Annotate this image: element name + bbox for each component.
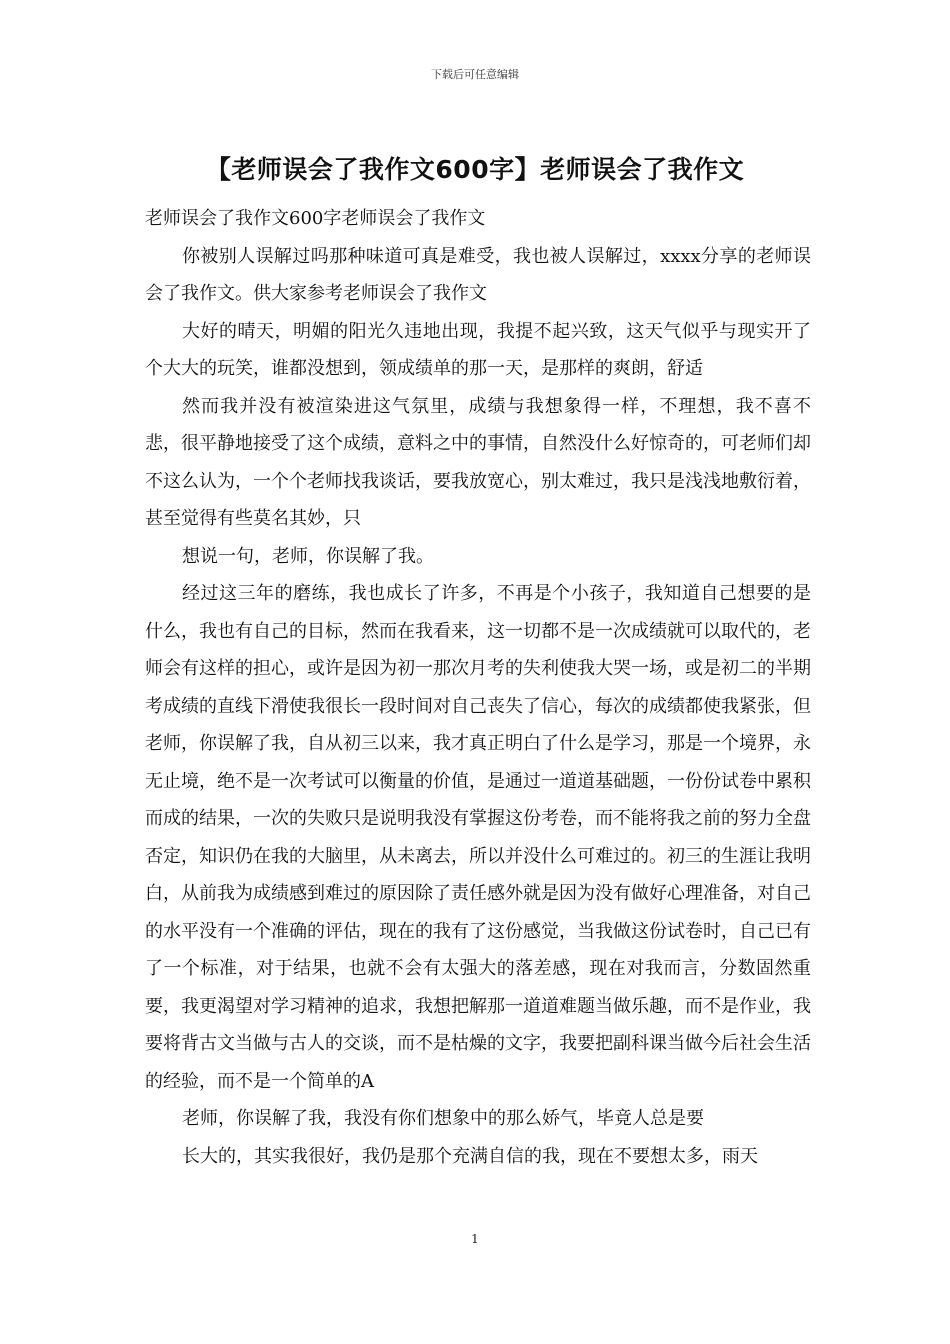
paragraph-subtitle: 老师误会了我作文600字老师误会了我作文 xyxy=(145,208,486,229)
paragraph: 然而我并没有被渲染进这气氛里，成绩与我想象得一样，不理想，我不喜不悲，很平静地接受了这个成绩，意料之中的事情，自然没什么好惊奇的，可老师们却不这么认为，一个个老师找我谈话，要我放宽心，别太难过，我只是浅浅地敷衍着，甚至觉得有些莫名其妙，只 xyxy=(145,395,811,529)
paragraph: 老师，你误解了我，我没有你们想象中的那么娇气，毕竟人总是要 xyxy=(182,1108,704,1129)
paragraph: 大好的晴天，明媚的阳光久违地出现，我提不起兴致，这天气似乎与现实开了个大大的玩笑，谁都没想到，领成绩单的那一天，是那样的爽朗，舒适 xyxy=(145,320,811,379)
paragraph: 长大的，其实我很好，我仍是那个充满自信的我，现在不要想太多，雨天 xyxy=(182,1145,758,1167)
document-title: 【老师误会了我作文600字】老师误会了我作文 xyxy=(205,155,745,184)
paragraph: 想说一句，老师，你误解了我。 xyxy=(182,545,434,567)
page-number: 1 xyxy=(471,1232,479,1246)
header-note: 下载后可任意编辑 xyxy=(431,68,519,81)
paragraph: 你被别人误解过吗那种味道可真是难受，我也被人误解过，xxxx分享的老师误会了我作文。供大家参考老师误会了我作文 xyxy=(145,245,811,304)
document-body xyxy=(145,200,811,1175)
paragraph: 经过这三年的磨练，我也成长了许多，不再是个小孩子，我知道自己想要的是什么，我也有自己的目标，然而在我看来，这一切都不是一次成绩就可以取代的，老师会有这样的担心，或许是因为初一那次月考的失利使我大哭一场，或是初二的半期考成绩的直线下滑使我很长一段时间对自己丧失了信心，每次的成绩都使我紧张，但老师，你误解了我，自从初三以来，我才真正明白了什么是学习，那是一个境界，永无止境，绝不是一次考试可以衡量的价值，是通过一道道基础题，一份份试卷中累积而成的结果，一次的失败只是说明我没有掌握这份考卷，而不能将我之前的努力全盘否定，知识仍在我的大脑里，从未离去，所以并没什么可难过的。初三的生涯让我明白，从前我为成绩感到难过的原因除了责任感外就是因为没有做好心理准备，对自己的水平没有一个准确的评估，现在的我有了这份感觉，当我做这份试卷时，自己已有了一个标准，对于结果，也就不会有太强大的落差感，现在对我而言，分数固然重要，我更渴望对学习精神的追求，我想把解那一道道难题当做乐趣，而不是作业，我要将背古文当做与古人的交谈，而不是枯燥的文字，我要把副科课当做今后社会生活的经验，而不是一个简单的A xyxy=(145,583,811,1092)
